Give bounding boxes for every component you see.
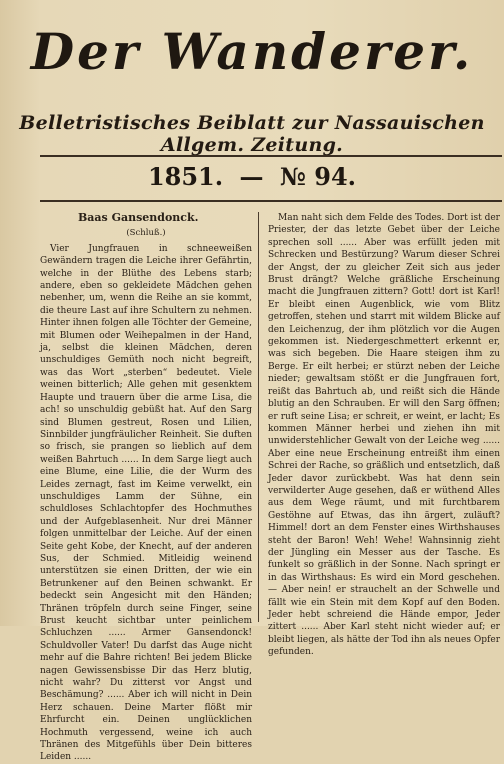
right-column-text: Man naht sich dem Felde des Todes. Dort ist der Priester, der das letzte Gebet über der Leiche sprechen soll ...... Aber was erfüllt jeden mit Schrecken und Bestürzung? Warum dieser Schrei der Angst, der zu gleicher Zeit sich aus jeder Brust drängt? Welche gräßliche Erscheinung macht die Jungfrauen zittern? Gott! dort ist Karl! Er bleibt einen Augenblick, wie vom Blitz getroffen, stehen und starrt mit wildem Blicke auf den Leichenzug, der ihm plötzlich vor die Augen gekommen ist. Niedergeschmettert erkennt er, was sich begeben. Die Haare steigen ihm zu Berge. Er eilt herbei; er stürzt neben der Leiche nieder; gewaltsam stößt er die Jungfrauen fort, reißt das Bahrtuch ab, und reißt sich die Hände blutig an den Schrauben. Er will den Sarg öffnen; er ruft seine Lisa; er schreit, er weint, er lacht; Es kommen Männer herbei und ziehen ihn mit unwiderstehlicher Gewalt von der Leiche weg ...... Aber eine neue Erscheinung entreißt ihm einen Schrei der Rache, so gräßlich und entsetzlich, daß Jeder davor zurückbebt. Was hat denn sein verwilderter Auge gesehen, daß er wüthend Alles aus dem Wege räumt, und mit furchtbarem Gestöhne auf Etwas, das ihn ärgert, zuläuft? Himmel! dort an dem Fenster eines Wirthshauses steht der Baron! Weh! Wehe! Wahnsinnig zieht der Jüngling ein Messer aus der Tasche. Es funkelt so gräßlich in der Sonne. Nach springt er in das Wirthshaus: Es wird ein Mord geschehen. — Aber nein! er strauchelt an der Schwelle und fällt wie ein Stein mit dem Kopf auf den Boden. Jeder hebt schreiend die Hände empor, Jeder zittert ...... Aber Karl steht nicht wieder auf; er bleibt liegen, als hätte der Tod ihn als neues Opfer gefunden. — [268, 213, 500, 658]
top-rule — [40, 155, 502, 157]
right-column — [268, 212, 500, 659]
masthead-title: Der Wanderer. — [30, 22, 474, 81]
issue-dash: — — [239, 162, 264, 191]
left-column — [40, 212, 252, 764]
bottom-rule — [40, 200, 502, 202]
issue-line — [0, 162, 504, 191]
issue-year: 1851. — [147, 162, 224, 191]
masthead-subtitle: Belletristisches Beiblatt zur Nassauischen Allgem. Zeitung. — [19, 112, 485, 156]
article-note: (Schluß.) — [126, 228, 166, 239]
article-title: Baas Gansendonck. — [78, 211, 199, 224]
issue-number: № 94. — [279, 162, 357, 191]
left-column-text: Vier Jungfrauen in schneeweißen Gewändern tragen die Leiche ihrer Gefährtin, welche in der Blüthe des Lebens starb; andere, eben so gekleidete Mädchen gehen nebenher, um, wenn die Reihe an sie kommt, die theure Last auf ihre Schultern zu nehmen. Hinter ihnen folgen alle Töchter der Gemeine, mit Blumen oder Weihepalmen in der Hand, ja, selbst die kleinen Mädchen, deren unschuldiges Gemüth noch nicht begreift, was das Wort „sterben“ bedeutet. Viele weinen bitterlich; Alle gehen mit gesenktem Haupte und trauern über die arme Lisa, die ach! so unschuldig gebüßt hat. Auf den Sarg sind Blumen gestreut, Rosen und Lilien, Sinnbilder jungfräulicher Reinheit. Sie duften so frisch, sie prangen so lieblich auf dem weißen Bahrtuch ...... In dem Sarge liegt auch eine Blume, eine Lilie, die der Wurm des Leides zernagt, fast im Keime verwelkt, ein unschuldiges Lamm der Sühne, ein schuldloses Schlachtopfer des Hochmuthes und der Aufgeblasenheit. Nur drei Männer folgen unmittelbar der Leiche. Auf der einen Seite geht Kobe, der Knecht, auf der anderen Sus, der Schmied. Mitleidig weinend unterstützen sie einen Dritten, der wie ein Betrunkener auf den Beinen schwankt. Er bedeckt sein Angesicht mit den Händen; Thränen tröpfeln durch seine Finger, seine Brust keucht sichtbar unter peinlichem Schluchzen ...... Armer Gansendonck! Schuldvoller Vater! Du darfst das Auge nicht mehr auf die Bahre richten! Bei jedem Blicke nagen Gewissensbisse Dir das Herz blutig, nicht wahr? Du zitterst vor Angst und Beschämung? ...... Aber ich will nicht in Dein Herz schauen. Deine Marter flößt mir Ehrfurcht ein. Deinen unglücklichen Hochmuth vergessend, weine ich auch Thränen des Mitgefühls über Dein bitteres Leiden ...... — [40, 243, 252, 763]
column-divider — [258, 212, 259, 622]
